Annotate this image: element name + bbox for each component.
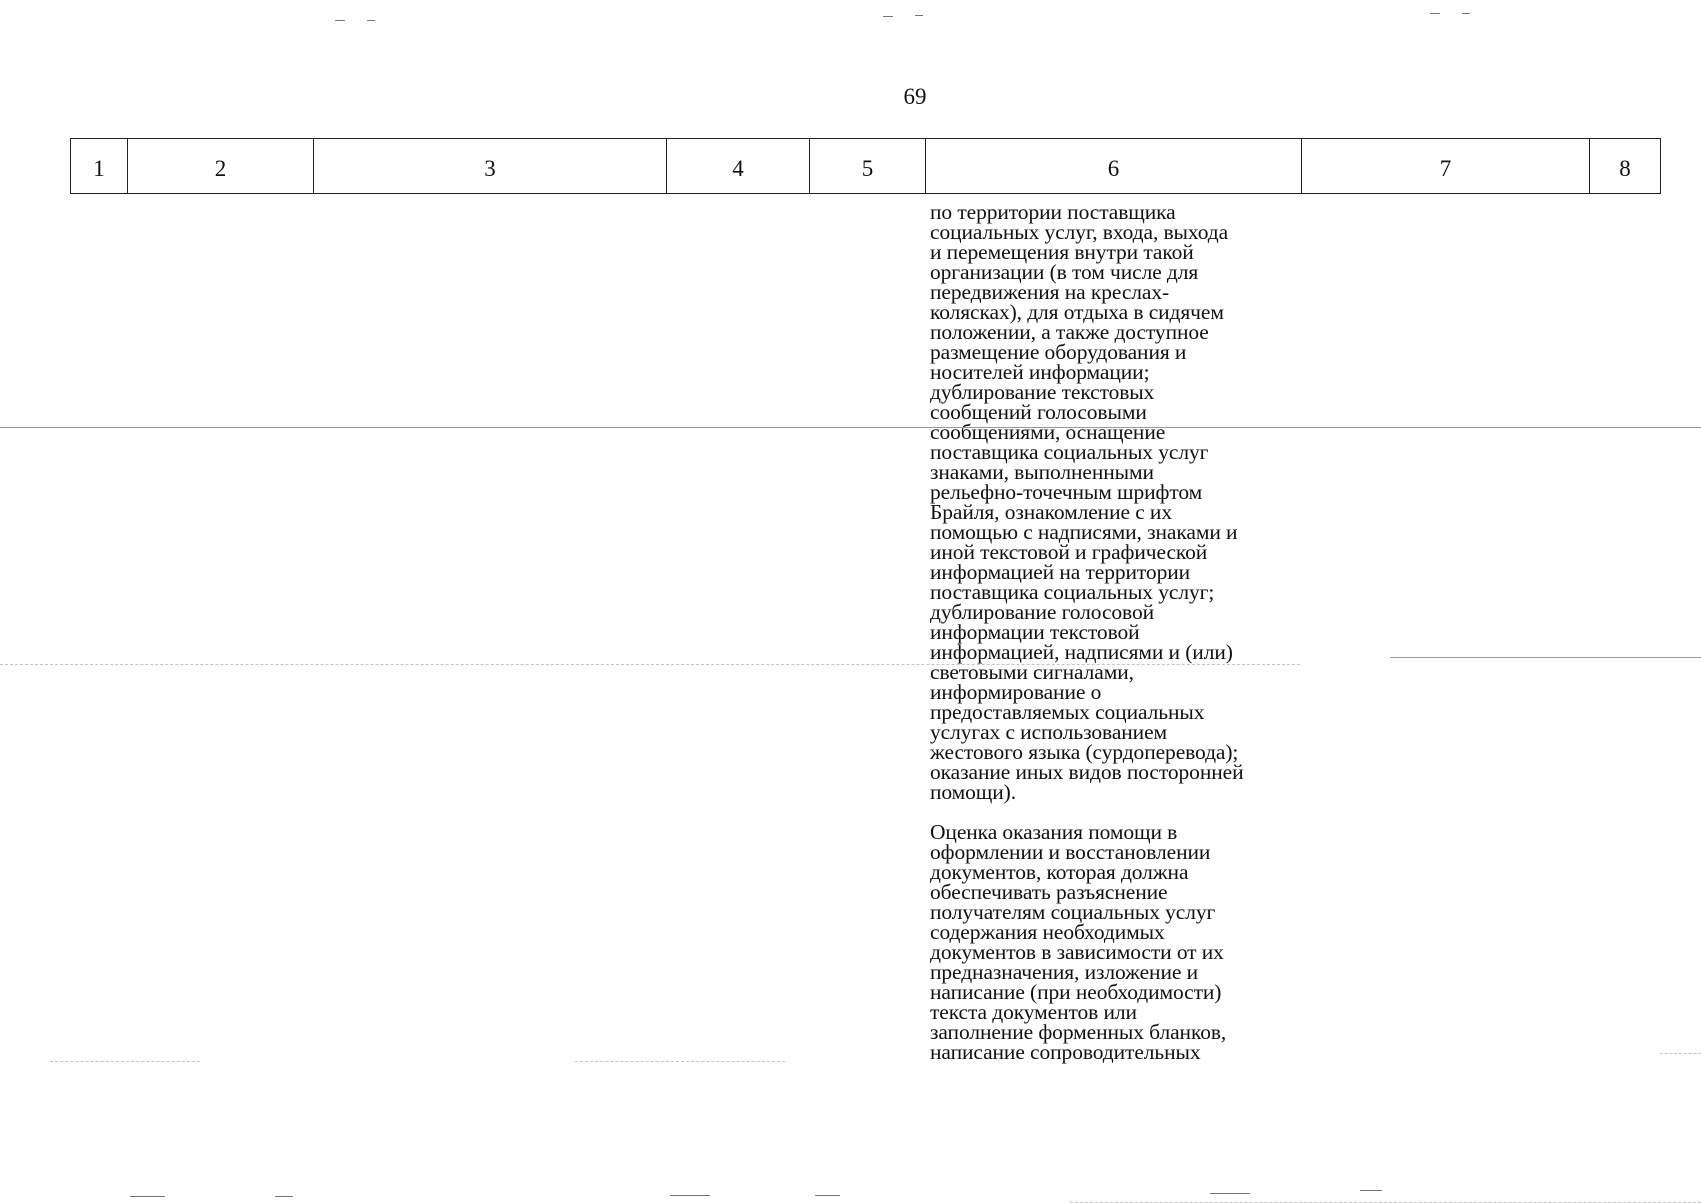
scan-speck <box>335 20 345 21</box>
scan-speck <box>915 15 923 16</box>
scan-fold-line <box>0 664 1300 665</box>
column-6-paragraph: Оценка оказания помощи в оформлении и восстановлении документов, которая должна обеспечивать разъяснение получателям социальных услуг содержания необходимых документов в зависимости от их предназначения, изложение и написание (при необходимости) текста документов или заполнение форменных бланков, написание сопроводительных <box>930 820 1227 1064</box>
header-cell-8: 8 <box>1590 139 1661 194</box>
header-cell-7: 7 <box>1302 139 1590 194</box>
scan-fold-line <box>50 1061 200 1062</box>
scan-fold-line <box>575 1061 785 1062</box>
header-cell-4: 4 <box>667 139 810 194</box>
scan-speck <box>1210 1193 1250 1194</box>
header-cell-2: 2 <box>128 139 314 194</box>
header-cell-6: 6 <box>926 139 1302 194</box>
page-number: 69 <box>903 84 927 109</box>
scan-fold-line <box>1390 657 1701 658</box>
scan-speck <box>815 1195 840 1196</box>
scan-speck <box>367 20 375 21</box>
scan-speck <box>1430 13 1440 14</box>
header-cell-3: 3 <box>314 139 667 194</box>
scan-speck <box>883 16 893 17</box>
scan-speck <box>670 1195 710 1196</box>
scan-fold-line <box>0 427 1701 428</box>
scan-speck <box>1360 1190 1382 1191</box>
column-number-header <box>70 138 1661 194</box>
column-6-paragraph: по территории поставщика социальных услуг, входа, выхода и перемещения внутри такой организации (в том числе для передвижения на креслах- колясках), для отдыха в сидячем положении, а также доступное размещение оборудования и носителей информации; дублирование текстовых сообщений голосовыми сообщениями, оснащение поставщика социальных услуг знаками, выполненными рельефно-точечным шрифтом Брайля, ознакомление с их помощью с надписями, знаками и иной текстовой и графической информацией на территории поставщика социальных услуг; дублирование голосовой информации текстовой информацией, надписями и (или) световыми сигналами, информирование о предоставляемых социальных услугах с использованием жестового языка (сурдоперевода); оказание иных видов посторонней помощи). <box>930 200 1244 804</box>
header-cell-5: 5 <box>810 139 926 194</box>
scan-speck <box>130 1196 165 1197</box>
column-6-text <box>930 202 1300 1062</box>
scan-fold-line <box>1660 1053 1701 1054</box>
scan-speck <box>275 1196 293 1197</box>
header-cell-1: 1 <box>71 139 128 194</box>
scan-speck <box>1462 13 1470 14</box>
